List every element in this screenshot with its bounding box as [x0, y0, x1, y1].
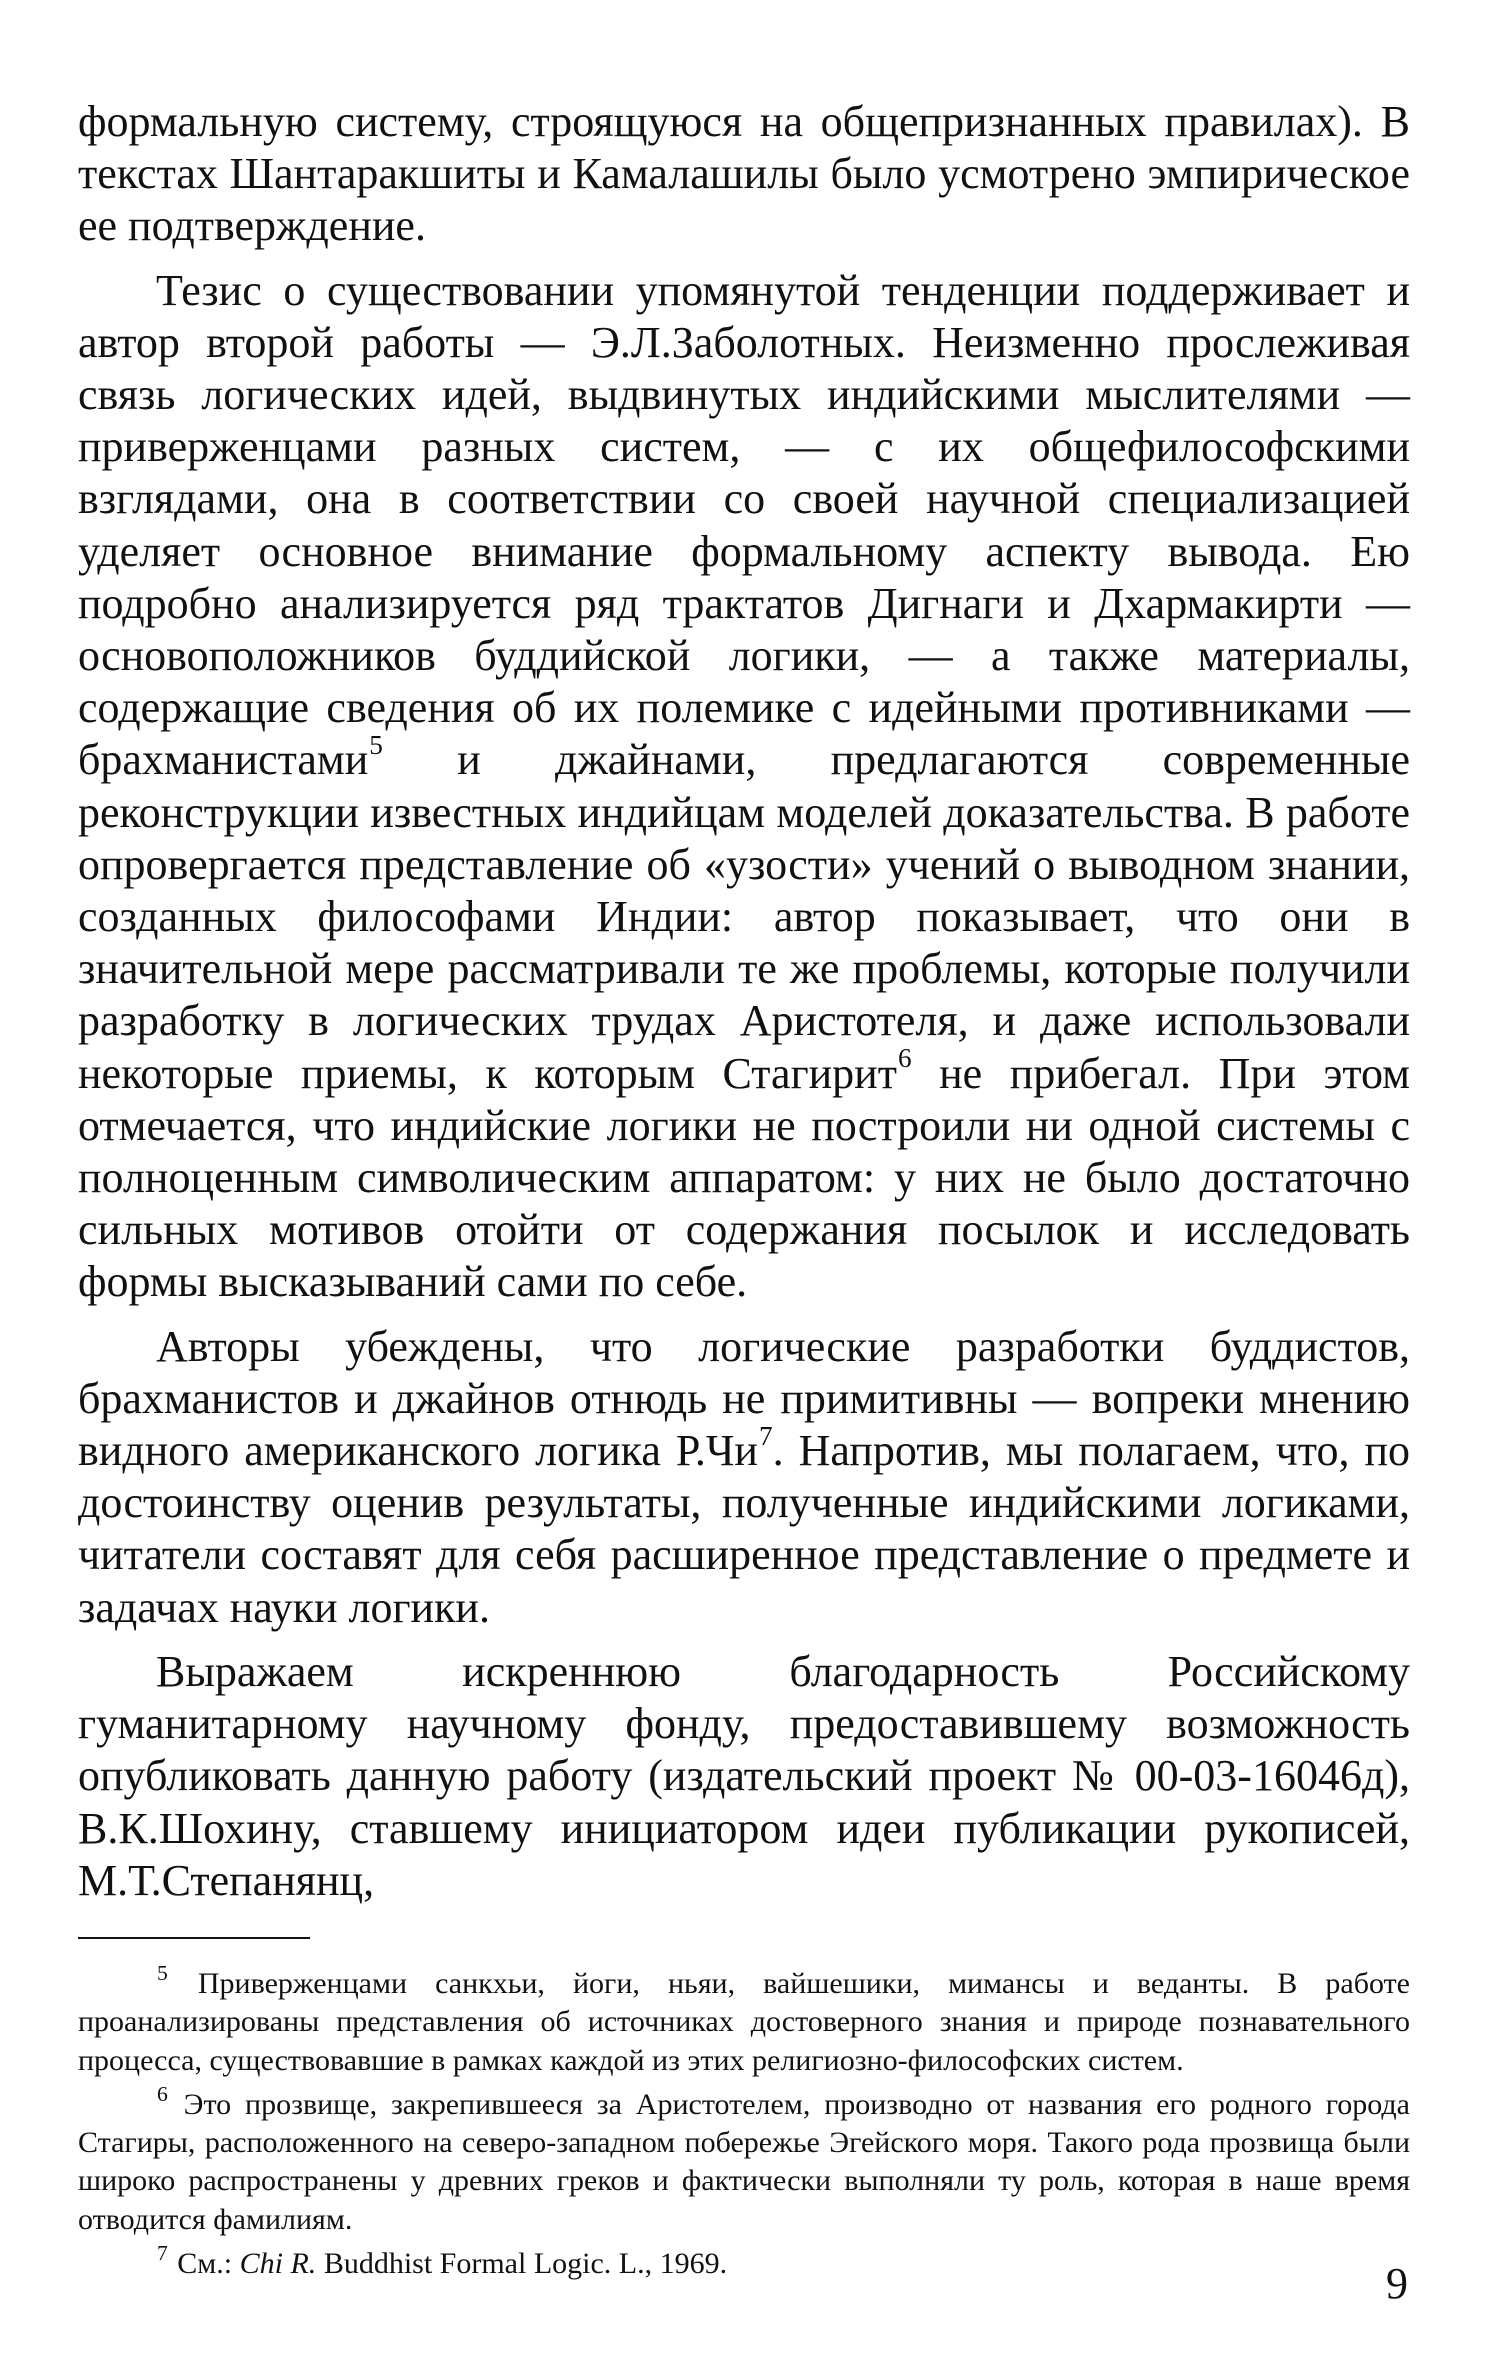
- footnote-5: [78, 1960, 1410, 2080]
- paragraph-2-text-a: Тезис о существовании упомянутой тенденции поддерживает и автор второй работы — Э.Л.Заболотных. Неизменно прослеживая связь логических идей, выдвинутых индийскими мыслителями — приверженцами разных систем, — с их общефилософскими взглядами, она в соответствии со своей научной специализацией уделяет основное внимание формальному аспекту вывода. Ею подробно анализируется ряд трактатов Дигнаги и Дхармакирти — основоположников буддийской логики, — а также материалы, содержащие сведения об их полемике с идейными противниками — брахманистами: [78, 265, 1410, 785]
- footnote-5-text: Приверженцами санкхьи, йоги, ньяи, вайшешики, мимансы и веданты. В работе проанализированы представления об источниках достоверного знания и природе познавательного процесса, существовавшие в рамках каждой из этих религиозно-философских систем.: [78, 1966, 1410, 2077]
- footnote-ref-5[interactable]: 5: [369, 729, 383, 760]
- paragraph-2: [78, 265, 1410, 1309]
- paragraph-3-text-a: Авторы убеждены, что логические разработки буддистов, брахманистов и джайнов отнюдь не примитивны — вопреки мнению видного американского логика Р.Чи: [78, 1321, 1410, 1476]
- paragraph-3: [78, 1321, 1410, 1634]
- footnote-6-text: Это прозвище, закрепившееся за Аристотелем, производно от названия его родного города Стагиры, расположенного на северо-западном побережье Эгейского моря. Такого рода прозвища были широко распространены у древних греков и фактически выполняли ту роль, которая в наше время отводится фамилиям.: [78, 2087, 1410, 2236]
- footnote-7-text: Buddhist Formal Logic. L., 1969.: [316, 2246, 728, 2280]
- paragraph-1-text: формальную систему, строящуюся на общепризнанных правилах). В текстах Шантаракшиты и Камалашилы было усмотрено эмпирическое ее подтверждение.: [78, 97, 1410, 251]
- paragraph-4-text: Выражаем искреннюю благодарность Российскому гуманитарному научному фонду, предоставившему возможность опубликовать данную работу (издательский проект № 00-03-16046д), В.К.Шохину, ставшему инициатором идеи публикации рукописей, М.Т.Степанянц,: [78, 1646, 1410, 1905]
- footnote-5-mark: 5: [157, 1960, 168, 1985]
- paragraph-2-text-c: не прибегал. При этом отмечается, что индийские логики не построили ни одной системы с полноценным символическим аппаратом: у них не было достаточно сильных мотивов отойти от содержания посылок и исследовать формы высказываний сами по себе.: [78, 1048, 1410, 1307]
- paragraph-1: [78, 96, 1410, 253]
- footnote-7-prefix: См.:: [169, 2246, 240, 2280]
- footnote-7-author: Chi R.: [239, 2246, 317, 2280]
- page-number: 9: [1386, 2259, 1408, 2308]
- footnote-divider: [78, 1937, 310, 1939]
- footnotes: [78, 1960, 1410, 2283]
- paragraph-3-text-b: . Напротив, мы полагаем, что, по достоинству оценив результаты, полученные индийскими логиками, читатели составят для себя расширенное представление о предмете и задачах науки логики.: [78, 1426, 1410, 1632]
- footnote-ref-7[interactable]: 7: [758, 1420, 773, 1451]
- page-content: [78, 96, 1410, 2283]
- footnote-7: [78, 2241, 1410, 2283]
- paragraph-4: [78, 1646, 1410, 1907]
- paragraph-2-text-b: и джайнами, предлагаются современные реконструкции известных индийцам моделей доказательства. В работе опровергается представление об «узости» учений о выводном знании, созданных философами Индии: автор показывает, что они в значительной мере рассматривали те же проблемы, которые получили разработку в логических трудах Аристотеля, и даже использовали некоторые приемы, к которым Стагирит: [78, 735, 1410, 1098]
- footnote-ref-6[interactable]: 6: [897, 1043, 912, 1074]
- footnote-6: [78, 2081, 1410, 2239]
- main-text: [78, 96, 1410, 1907]
- footnote-6-mark: 6: [157, 2081, 168, 2106]
- footnote-7-mark: 7: [157, 2241, 168, 2266]
